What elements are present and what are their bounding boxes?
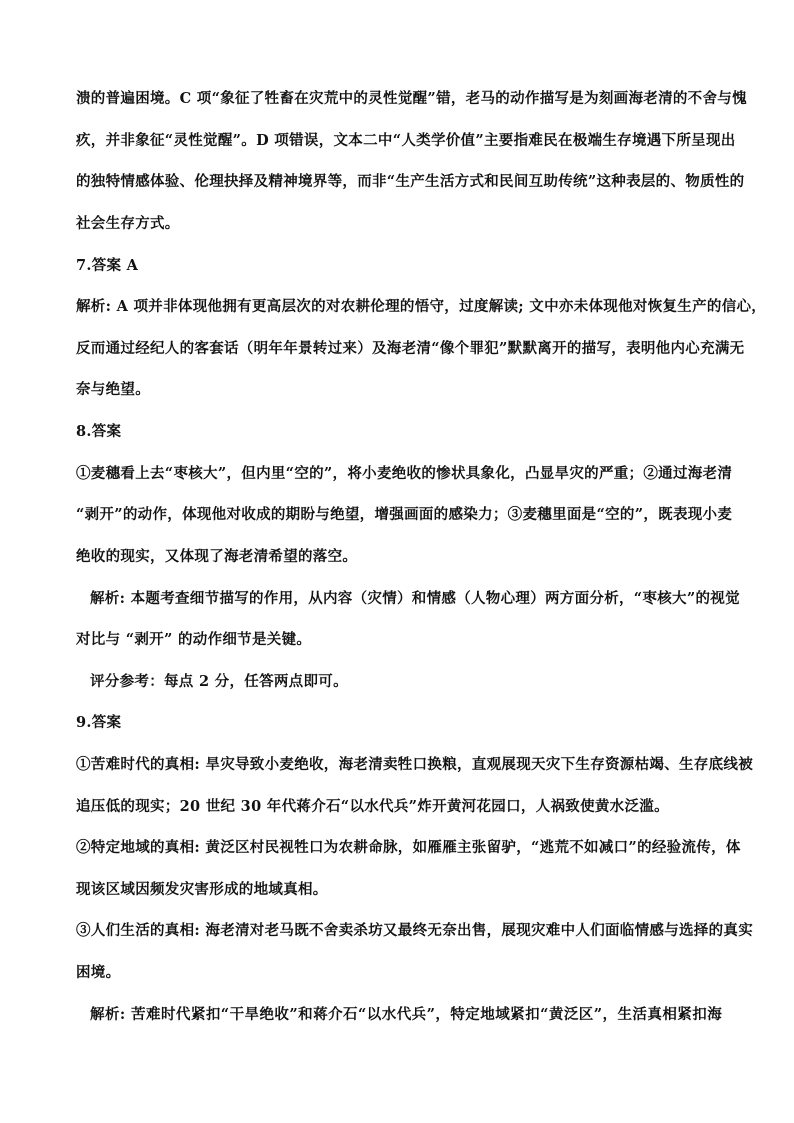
text-line: 疚，并非象征“灵性觉醒”。D 项错误，文本二中“人类学价值”主要指难民在极端生存境遇下所呈现出 [76,132,736,149]
text-line: ②特定地域的真相: 黄泛区村民视牲口为农耕命脉，如雁雁主张留驴，“逃荒不如减口”的经验流传，体 [76,839,741,856]
text-line: “剥开”的动作，体现他对收成的期盼与绝望，增强画面的感染力；③麦穗里面是“空的”，既表现小麦 [76,506,733,523]
text-line: 对比与 “剥开” 的动作细节是关键。 [76,631,312,648]
answer-heading-7: 7.答案 A [76,257,139,274]
scoring-note: 评分参考：每点 2 分，任答两点即可。 [90,673,348,690]
answer-heading-8: 8.答案 [76,423,122,440]
text-line: 现该区域因频发灾害形成的地域真相。 [76,881,328,898]
text-line: 追压低的现实；20 世纪 30 年代蒋介石“以水代兵”炸开黄河花园口，人祸致使黄水泛滥。 [76,798,669,815]
text-line: 解析: 本题考查细节描写的作用，从内容（灾情）和情感（人物心理）两方面分析，“枣核大”的视觉 [90,590,740,607]
text-line: 的独特情感体验、伦理抉择及精神境界等，而非“生产生活方式和民间互助传统”这种表层的、物质性的 [76,173,745,190]
text-line: 绝收的现实，又体现了海老清希望的落空。 [76,548,358,565]
text-line: 困境。 [76,964,121,981]
text-line: 反而通过经纪人的客套话（明年年景转过来）及海老清“像个罪犯”默默离开的描写，表明他内心充满无 [76,340,745,357]
text-line: ①麦穗看上去“枣核大”，但内里“空的”，将小麦绝收的惨状具象化，凸显旱灾的严重；②通过海老清 [76,465,733,482]
text-line: 社会生存方式。 [76,215,180,232]
text-line: ①苦难时代的真相: 旱灾导致小麦绝收，海老清卖牲口换粮，直观展现天灾下生存资源枯竭、生存底线被 [76,756,753,773]
text-line: ③人们生活的真相: 海老清对老马既不舍卖杀坊又最终无奈出售，展现灾难中人们面临情感与选择的真实 [76,922,753,939]
text-line: 解析: A 项并非体现他拥有更高层次的对农耕伦理的悟守，过度解读; 文中亦未体现他对恢复生产的信心， [76,298,767,315]
answer-heading-9: 9.答案 [76,714,122,731]
text-line: 奈与绝望。 [76,381,150,398]
text-line: 溃的普遍困境。C 项“象征了牲畜在灾荒中的灵性觉醒”错，老马的动作描写是为刻画海老清的不舍与愧 [76,90,747,107]
text-line: 解析: 苦难时代紧扣“干旱绝收”和蒋介石“以水代兵”，特定地域紧扣“黄泛区”，生活真相紧扣海 [90,1006,722,1023]
